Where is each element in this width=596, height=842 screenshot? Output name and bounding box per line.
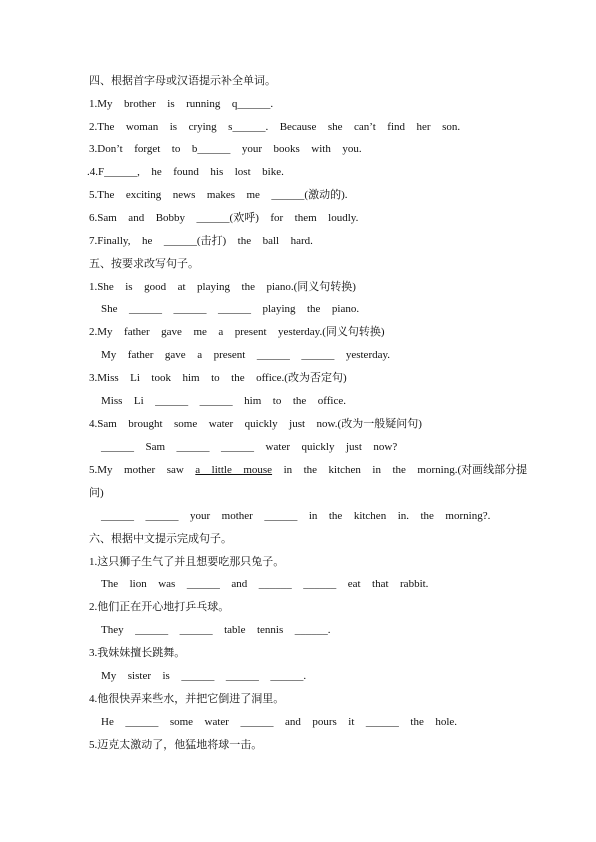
- section-4-title: 四、根据首字母或汉语提示补全单词。: [89, 75, 276, 87]
- section-5-answer-2: My father gave a present ______ ______ yesterday.: [101, 349, 391, 361]
- section-6-question-1: 1.这只狮子生气了并且想要吃那只兔子。: [89, 556, 285, 568]
- section-4-item-7: 7.Finally, he ______(击打) the ball hard.: [89, 235, 313, 247]
- section-6-answer-3: My sister is ______ ______ ______.: [101, 670, 307, 682]
- section-6-answer-1: The lion was ______ and ______ ______ eat that rabbit.: [101, 578, 429, 590]
- section-4-item-6: 6.Sam and Bobby ______(欢呼) for them loudly.: [89, 212, 359, 224]
- section-5-question-1: 1.She is good at playing the piano.(同义句转换): [89, 281, 356, 293]
- section-6-answer-4: He ______ some water ______ and pours it ______ the hole.: [101, 716, 458, 728]
- section-4-item-4: .4.F______, he found his lost bike.: [87, 166, 284, 178]
- section-6-question-2: 2.他们正在开心地打乒乓球。: [89, 601, 230, 613]
- section-5-question-2: 2.My father gave me a present yesterday.(同义句转换): [89, 326, 385, 338]
- section-5-answer-1: She ______ ______ ______ playing the piano.: [101, 303, 360, 315]
- section-5-answer-3: Miss Li ______ ______ him to the office.: [101, 395, 346, 407]
- section-6-question-5: 5.迈克太激动了，他猛地将球一击。: [89, 739, 263, 751]
- section-5-answer-4: ______ Sam ______ ______ water quickly just now?: [101, 441, 398, 453]
- section-6-title: 六、根据中文提示完成句子。: [89, 533, 232, 545]
- section-5-answer-5: ______ ______ your mother ______ in the kitchen in. the morning?.: [101, 510, 491, 522]
- section-5-question-4: 4.Sam brought some water quickly just now.(改为一般疑问句): [89, 418, 422, 430]
- section-4-item-5: 5.The exciting news makes me ______(激动的).: [89, 189, 348, 201]
- section-6-question-3: 3.我妹妹擅长跳舞。: [89, 647, 186, 659]
- section-4-item-3: 3.Don’t forget to b______ your books with you.: [89, 143, 362, 155]
- section-5-question-5: [89, 463, 527, 477]
- question-5-suffix: in the kitchen in the morning.(对画线部分提: [272, 464, 528, 476]
- section-6-answer-2: They ______ ______ table tennis ______.: [101, 624, 331, 636]
- section-4-item-1: 1.My brother is running q______.: [89, 98, 274, 110]
- section-6-question-4: 4.他很快弄来些水，并把它倒进了洞里。: [89, 693, 285, 705]
- section-5-question-5-continued: 问): [89, 487, 104, 499]
- question-5-prefix: 5.My mother saw: [89, 464, 196, 476]
- section-5-question-3: 3.Miss Li took him to the office.(改为否定句): [89, 372, 347, 384]
- section-5-title: 五、按要求改写句子。: [89, 258, 199, 270]
- underlined-phrase: a little mouse: [195, 464, 273, 476]
- section-4-item-2: 2.The woman is crying s______. Because she can’t find her son.: [89, 121, 461, 133]
